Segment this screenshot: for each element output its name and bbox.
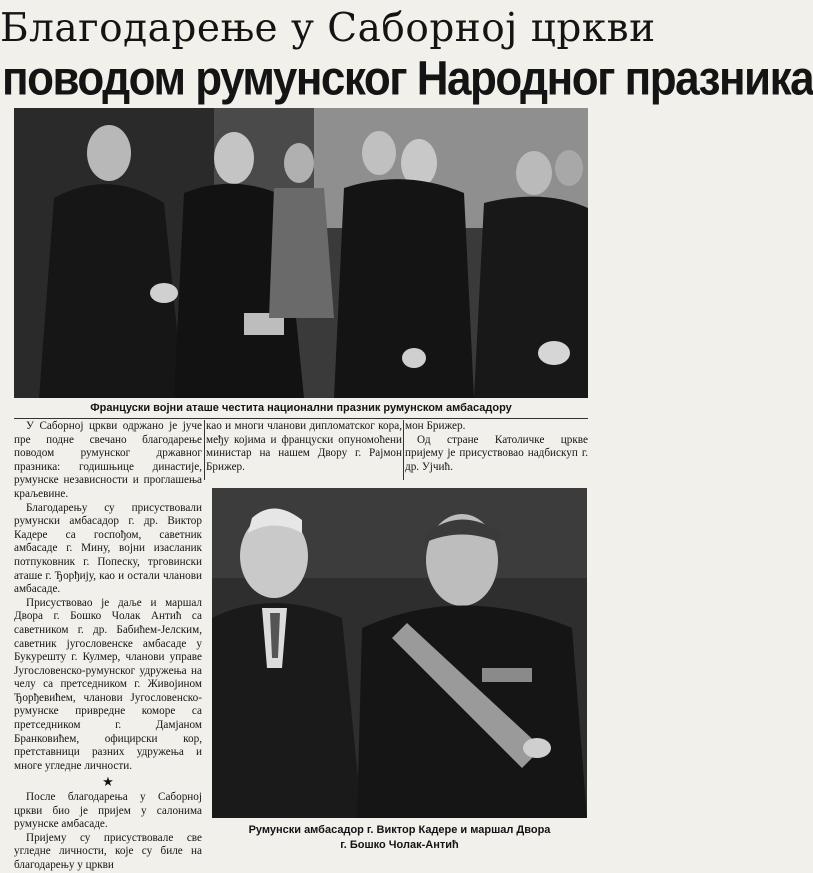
photo-handshake-caption: Француски војни аташе честита национални празник румунском амбасадору	[90, 402, 512, 414]
article-column-2	[206, 420, 402, 474]
star-separator: ★	[102, 774, 114, 790]
photo-ambassador-marshal	[212, 488, 587, 818]
photo-handshake	[14, 108, 588, 398]
article-paragraph: Присуствовао је даље и маршал Двора г. Бошко Чолак Антић са саветником г. др. Бабићем-Јелским, саветник југословенске амбасаде у Букурешту г. Кулмер, чланови управе Југословенско-румунског удружења на челу са претседником г. Живојином Ђорђевићем, чланови Југословенско-румунске привредне коморе са претседником г. Дамјаном Бранковићем, официрски кор, претставници разних удружења и многе угледне личности.	[14, 596, 202, 772]
article-paragraph: После благодарења у Саборној цркви био је пријем у салонима румунске амбасаде.	[14, 791, 202, 831]
article-paragraph: Од стране Католичке цркве пријему је присуствовао надбискуп г. др. Ујчић.	[405, 433, 588, 473]
article-column-3	[405, 420, 588, 474]
article-paragraph: Пријему су присуствовале све угледне личности, које су биле на благодарењу у цркви	[14, 831, 202, 871]
article-column-1	[14, 420, 202, 873]
article-paragraph: У Саборној цркви одржано је јуче пре подне свечано благодарење поводом румунског државног празника: годишњице династије, румунске независности и проглашења краљевине.	[14, 420, 202, 500]
photo-portrait-caption-line1: Румунски амбасадор г. Виктор Кадере и маршал Двора	[248, 824, 551, 836]
article-paragraph: као и многи чланови дипломатског кора, међу којима и француски опуномоћени министар на нашем Двору г. Рајмон Брижер.	[206, 420, 402, 473]
photo-portrait-caption-line2: г. Бошко Чолак-Антић	[340, 839, 459, 851]
headline-line2: поводом румунског Народног празника	[2, 51, 813, 106]
headline-line1: Благодарење у Саборној цркви	[0, 6, 656, 51]
caption-rule	[14, 418, 588, 419]
article-paragraph: мон Брижер.	[405, 420, 466, 432]
article-paragraph: Благодарењу су присуствовали румунски амбасадор г. др. Виктор Кадере са госпођом, саветник амбасаде г. Мину, војни изасланик потпуковник г. Попеску, трговински аташе г. Ђорђију, као и остали чланови амбасаде.	[14, 501, 202, 596]
column-rule	[403, 420, 404, 480]
column-rule	[204, 420, 205, 480]
